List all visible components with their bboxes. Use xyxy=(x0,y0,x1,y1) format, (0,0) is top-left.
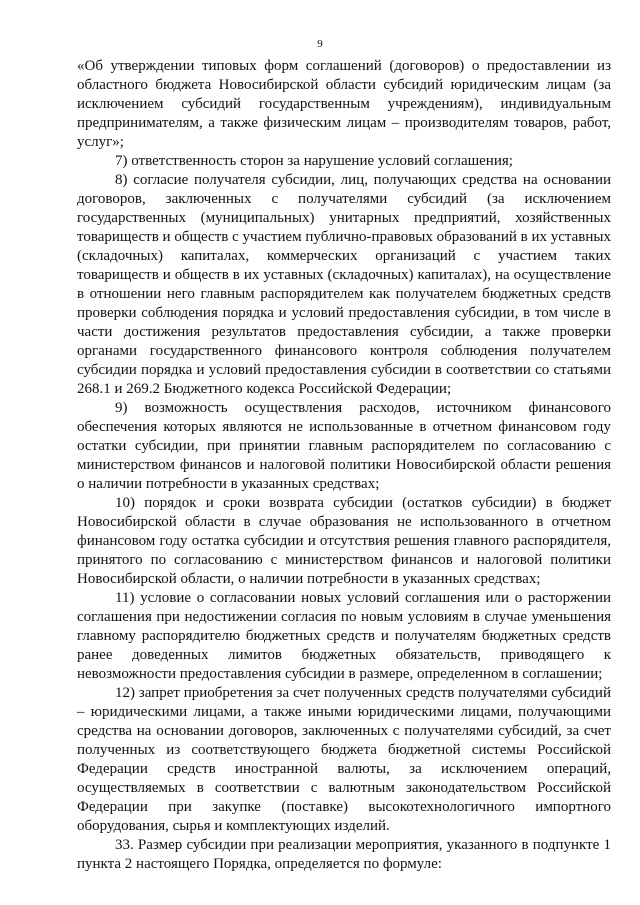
paragraph-item-8: 8) согласие получателя субсидии, лиц, получающих средства на основании договоров, заключенных с получателями субсидий (за исключением государственных (муниципальных) унитарных предприятий, хозяйственных товариществ и обществ с участием публично-правовых образований в их уставных (складочных) капиталах, коммерческих организаций с участием таких товариществ и обществ в их уставных (складочных) капиталах), на осуществление в отношении него главным распорядителем как получателем бюджетных средств проверки соблюдения порядка и условий предоставления субсидии, в том числе в части достижения результатов предоставления субсидии, а также проверки органами государственного финансового контроля соблюдения получателем субсидии порядка и условий предоставления субсидии в соответствии со статьями 268.1 и 269.2 Бюджетного кодекса Российской Федерации; xyxy=(77,172,611,397)
paragraph-item-9: 9) возможность осуществления расходов, источником финансового обеспечения которых являются не использованные в отчетном финансовом году остатки субсидии, при принятии главным распорядителем по согласованию с министерством финансов и налоговой политики Новосибирской области решения о наличии потребности в указанных средствах; xyxy=(77,400,611,492)
paragraph-item-11: 11) условие о согласовании новых условий соглашения или о расторжении соглашения при недостижении согласия по новым условиям в случае уменьшения главному распорядителю бюджетных средств и получателям бюджетных средств ранее доведенных лимитов бюджетных обязательств, приводящего к невозможности предоставления субсидии в размере, определенном в соглашении; xyxy=(77,590,611,682)
paragraph-item-10: 10) порядок и сроки возврата субсидии (остатков субсидии) в бюджет Новосибирской области в случае образования не использованного в отчетном финансовом году остатка субсидии и отсутствия решения главного распорядителя, принятого по согласованию с министерством финансов и налоговой политики Новосибирской области, о наличии потребности в указанных средствах; xyxy=(77,495,611,587)
paragraph-item-7: 7) ответственность сторон за нарушение условий соглашения; xyxy=(115,153,513,169)
paragraph-item-12: 12) запрет приобретения за счет полученных средств получателями субсидий – юридическими лицами, а также иными юридическими лицами, получающими средства на основании договоров, заключенных с получателями субсидий, за счет полученных из соответствующего бюджета бюджетной системы Российской Федерации средств иностранной валюты, за исключением операций, осуществляемых в соответствии с валютным законодательством Российской Федерации при закупке (поставке) высокотехнологичного импортного оборудования, сырья и комплектующих изделий. xyxy=(77,685,611,834)
document-body xyxy=(77,57,611,874)
paragraph-clause-33: 33. Размер субсидии при реализации мероприятия, указанного в подпункте 1 пункта 2 настоящего Порядка, определяется по формуле: xyxy=(77,837,611,872)
page-number: 9 xyxy=(317,38,323,50)
paragraph-decree-title: «Об утверждении типовых форм соглашений (договоров) о предоставлении из областного бюджета Новосибирской области субсидий юридическим лицам (за исключением субсидий государственным учреждениям), индивидуальным предпринимателям, а также физическим лицам – производителям товаров, работ, услуг»; xyxy=(77,58,611,150)
